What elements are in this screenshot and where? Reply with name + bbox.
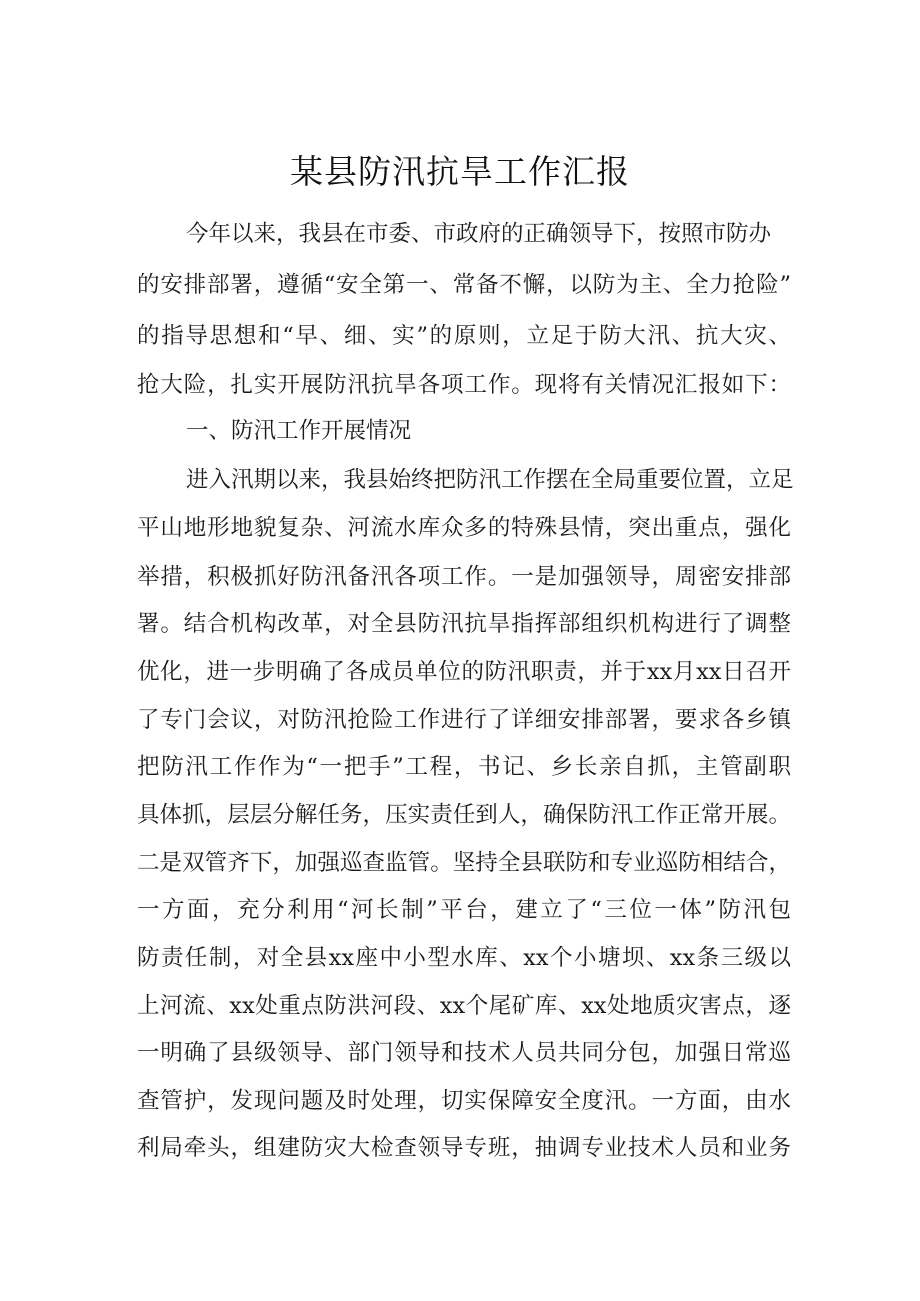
document-title: 某县防汛抗旱工作汇报 [290, 152, 630, 191]
section-heading: 一、防汛工作开展情况 [186, 418, 412, 444]
paragraph-line: 二是双管齐下，加强巡查监管。坚持全县联防和专业巡防相结合， [137, 850, 791, 876]
paragraph-line: 把防汛工作作为“一把手”工程，书记、乡长亲自抓，主管副职 [137, 754, 791, 780]
paragraph-line: 了专门会议，对防汛抢险工作进行了详细安排部署，要求各乡镇 [137, 707, 791, 733]
paragraph-line: 的指导思想和“早、细、实”的原则，立足于防大汛、抗大灾、 [137, 323, 791, 349]
paragraph-line: 防责任制，对全县xx座中小型水库、xx个小塘坝、xx条三级以 [137, 945, 791, 971]
paragraph-line: 利局牵头，组建防灾大检查领导专班，抽调专业技术人员和业务 [137, 1135, 791, 1161]
paragraph-line: 的安排部署，遵循“安全第一、常备不懈，以防为主、全力抢险” [137, 272, 791, 298]
paragraph-line: 具体抓，层层分解任务，压实责任到人，确保防汛工作正常开展。 [137, 802, 791, 828]
paragraph-line: 查管护，发现问题及时处理，切实保障安全度汛。一方面，由水 [137, 1088, 791, 1114]
paragraph-line: 抢大险，扎实开展防汛抗旱各项工作。现将有关情况汇报如下： [137, 372, 791, 398]
paragraph-line: 平山地形地貌复杂、河流水库众多的特殊县情，突出重点，强化 [137, 515, 791, 541]
paragraph-line: 进入汛期以来，我县始终把防汛工作摆在全局重要位置，立足 [186, 467, 794, 493]
paragraph-line: 署。结合机构改革，对全县防汛抗旱指挥部组织机构进行了调整 [137, 611, 791, 637]
paragraph-line: 今年以来，我县在市委、市政府的正确领导下，按照市防办 [186, 221, 772, 247]
paragraph-line: 一方面，充分利用“河长制”平台，建立了“三位一体”防汛包 [137, 897, 791, 923]
paragraph-line: 举措，积极抓好防汛备汛各项工作。一是加强领导，周密安排部 [137, 564, 791, 590]
paragraph-line: 上河流、xx处重点防洪河段、xx个尾矿库、xx处地质灾害点，逐 [137, 993, 791, 1019]
paragraph-line: 优化，进一步明确了各成员单位的防汛职责，并于xx月xx日召开 [137, 659, 791, 685]
paragraph-line: 一明确了县级领导、部门领导和技术人员共同分包，加强日常巡 [137, 1040, 791, 1066]
